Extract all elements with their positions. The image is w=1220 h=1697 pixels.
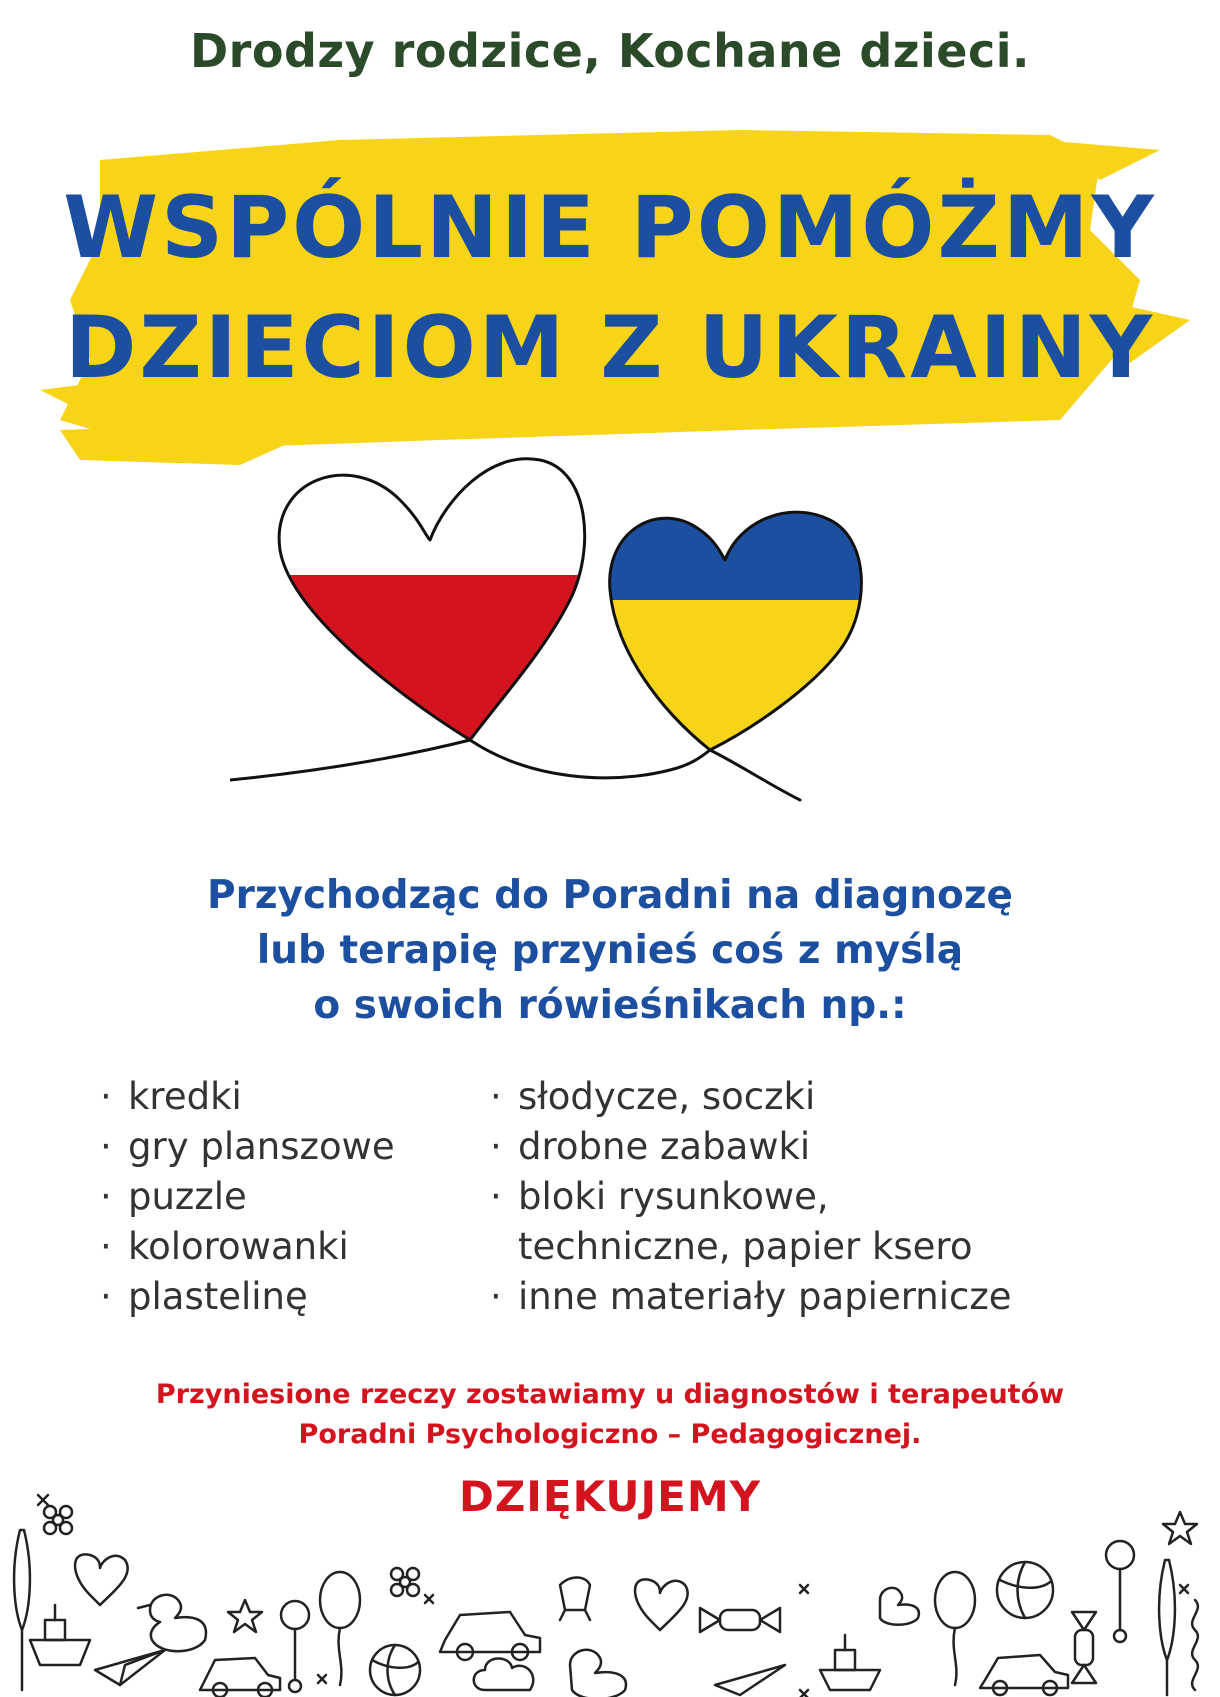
items-list-left [100, 1072, 395, 1322]
ball-icon [370, 1645, 420, 1695]
flower-icon [44, 1506, 72, 1534]
paintbrush-icon [1159, 1560, 1175, 1695]
list-item: · inne materiały papiernicze [490, 1275, 1012, 1318]
headline-line-1: WSPÓLNIE POMÓŻMY [63, 178, 1157, 278]
heart-doodle-icon [75, 1554, 128, 1605]
list-item: · puzzle [100, 1175, 247, 1218]
toy-doodles-border [0, 1490, 1220, 1697]
candy-icon [1072, 1612, 1096, 1683]
list-item: · kredki [100, 1075, 242, 1118]
cloud-icon [474, 1658, 534, 1690]
rattle-icon [281, 1601, 309, 1692]
polish-flag-heart [270, 575, 600, 775]
paper-plane-icon [95, 1650, 165, 1685]
rattle-icon [1106, 1541, 1134, 1642]
boat-icon [820, 1635, 880, 1690]
greeting-heading: Drodzy rodzice, Kochane dzieci. [189, 24, 1031, 78]
car-icon [440, 1612, 540, 1660]
intro-line-1: Przychodząc do Poradni na diagnozę [207, 873, 1013, 918]
boat-icon [30, 1605, 90, 1665]
duck-icon [138, 1595, 206, 1651]
list-item: · plastelinę [100, 1275, 308, 1318]
flower-icon [391, 1568, 419, 1596]
note-line-2: Poradni Psychologiczno – Pedagogicznej. [298, 1419, 922, 1450]
x-mark-icon [318, 1585, 1188, 1697]
duck-icon [880, 1588, 919, 1625]
hearts-illustration [230, 440, 950, 820]
items-list-right [490, 1072, 1012, 1322]
star-icon [228, 1600, 262, 1632]
paper-plane-icon [715, 1665, 785, 1695]
list-item: · słodycze, soczki [490, 1075, 816, 1118]
drop-off-note [0, 1375, 1220, 1455]
car-icon [980, 1655, 1068, 1695]
note-line-1: Przyniesione rzeczy zostawiamy u diagnostów i terapeutów [155, 1379, 1065, 1410]
duck-icon [570, 1650, 626, 1697]
intro-line-2: lub terapię przynieś coś z myślą [256, 928, 964, 973]
list-item-continuation: techniczne, papier ksero [518, 1225, 973, 1268]
balloon-icon [320, 1572, 360, 1685]
intro-line-3: o swoich rówieśnikach np.: [313, 983, 907, 1028]
star-icon [1163, 1512, 1197, 1544]
squiggle-icon [1192, 1600, 1198, 1690]
intro-text [0, 868, 1220, 1033]
list-item: · kolorowanki [100, 1225, 349, 1268]
thank-you-text: DZIĘKUJEMY [458, 1472, 762, 1521]
candy-icon [700, 1608, 780, 1632]
x-mark-icon [38, 1495, 48, 1505]
list-item: · bloki rysunkowe, [490, 1175, 829, 1218]
paintbrush-icon [14, 1530, 30, 1690]
list-item: · gry planszowe [100, 1125, 395, 1168]
balloon-icon [935, 1572, 975, 1685]
ball-icon [997, 1562, 1053, 1618]
main-headline [0, 168, 1220, 408]
rocket-icon [560, 1578, 590, 1621]
list-item: · drobne zabawki [490, 1125, 811, 1168]
headline-line-2: DZIECIOM Z UKRAINY [64, 298, 1156, 398]
car-icon [200, 1658, 280, 1697]
heart-doodle-icon [635, 1579, 688, 1630]
